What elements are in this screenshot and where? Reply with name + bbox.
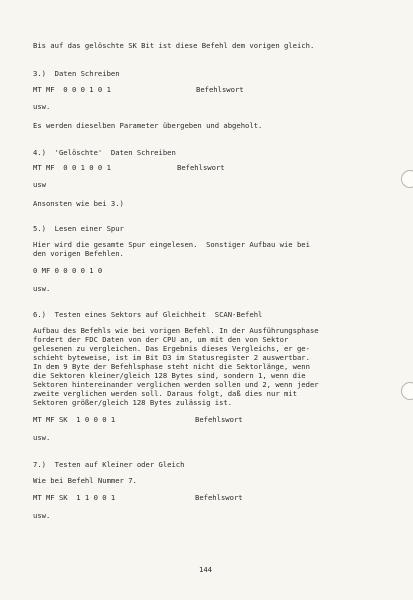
section-3-command: MT MF 0 0 0 1 0 1: [33, 85, 111, 94]
section-6-description-line: schieht byteweise, ist im Bit D3 im Statusregister 2 auswertbar.: [33, 353, 310, 362]
section-4-usw: usw: [33, 180, 46, 189]
section-6-description-line: Aufbau des Befehls wie bei vorigen Befehl. In der Ausführungsphase: [33, 326, 319, 335]
punch-hole-lower: [401, 382, 413, 400]
section-6-command-label: Befehlswort: [195, 415, 243, 424]
section-3-command-label: Befehlswort: [196, 85, 244, 94]
section-6-description-line: gelesenen zu vergleichen. Das Ergebnis dieses Vergleichs, er ge-: [33, 344, 310, 353]
section-6-description-line: Sektoren hintereinander verglichen werden sollen und 2, wenn jeder: [33, 380, 319, 389]
section-4-command: MT MF 0 0 1 0 0 1: [33, 163, 111, 172]
page-number: 144: [199, 565, 212, 574]
section-7-usw: usw.: [33, 511, 51, 520]
section-4-description: Ansonsten wie bei 3.): [33, 199, 124, 208]
section-7-command-label: Befehlswort: [195, 493, 243, 502]
section-5-command: 0 MF 0 0 0 0 1 0: [33, 266, 103, 275]
section-3-description: Es werden dieselben Parameter übergeben und abgeholt.: [33, 121, 263, 130]
section-5-heading: 5.) Lesen einer Spur: [33, 224, 124, 233]
section-6-description-line: Sektoren größer/gleich 128 Bytes zulässig ist.: [33, 398, 233, 407]
section-5-description-line: den vorigen Befehlen.: [33, 249, 124, 258]
punch-hole-upper: [401, 170, 413, 188]
section-5-description-line: Hier wird die gesamte Spur eingelesen. Sonstiger Aufbau wie bei: [33, 240, 310, 249]
section-6-description-line: In dem 9 Byte der Befehlsphase steht nicht die Sektorlänge, wenn: [33, 362, 310, 371]
section-7-description: Wie bei Befehl Nummer 7.: [33, 476, 137, 485]
section-6-description-line: zweite verglichen werden soll. Daraus folgt, daß dies nur mit: [33, 389, 297, 398]
section-3-usw: usw.: [33, 102, 51, 111]
section-6-command: MT MF SK 1 0 0 0 1: [33, 415, 116, 424]
section-6-description-line: fordert der FDC Daten von der CPU an, um mit den von Sektor: [33, 335, 289, 344]
section-7-heading: 7.) Testen auf Kleiner oder Gleich: [33, 460, 185, 469]
section-4-command-label: Befehlswort: [177, 163, 225, 172]
section-4-heading: 4.) 'Gelöschte' Daten Schreiben: [33, 148, 176, 157]
section-3-heading: 3.) Daten Schreiben: [33, 69, 120, 78]
section-5-usw: usw.: [33, 284, 51, 293]
section-7-command: MT MF SK 1 1 0 0 1: [33, 493, 116, 502]
section-6-usw: usw.: [33, 433, 51, 442]
section-6-description-line: die Sektoren kleiner/gleich 128 Bytes sind, sondern 1, wenn die: [33, 371, 306, 380]
section-6-heading: 6.) Testen eines Sektors auf Gleichheit SCAN-Befehl: [33, 310, 263, 319]
intro-text: Bis auf das gelöschte SK Bit ist diese Befehl dem vorigen gleich.: [33, 41, 315, 50]
